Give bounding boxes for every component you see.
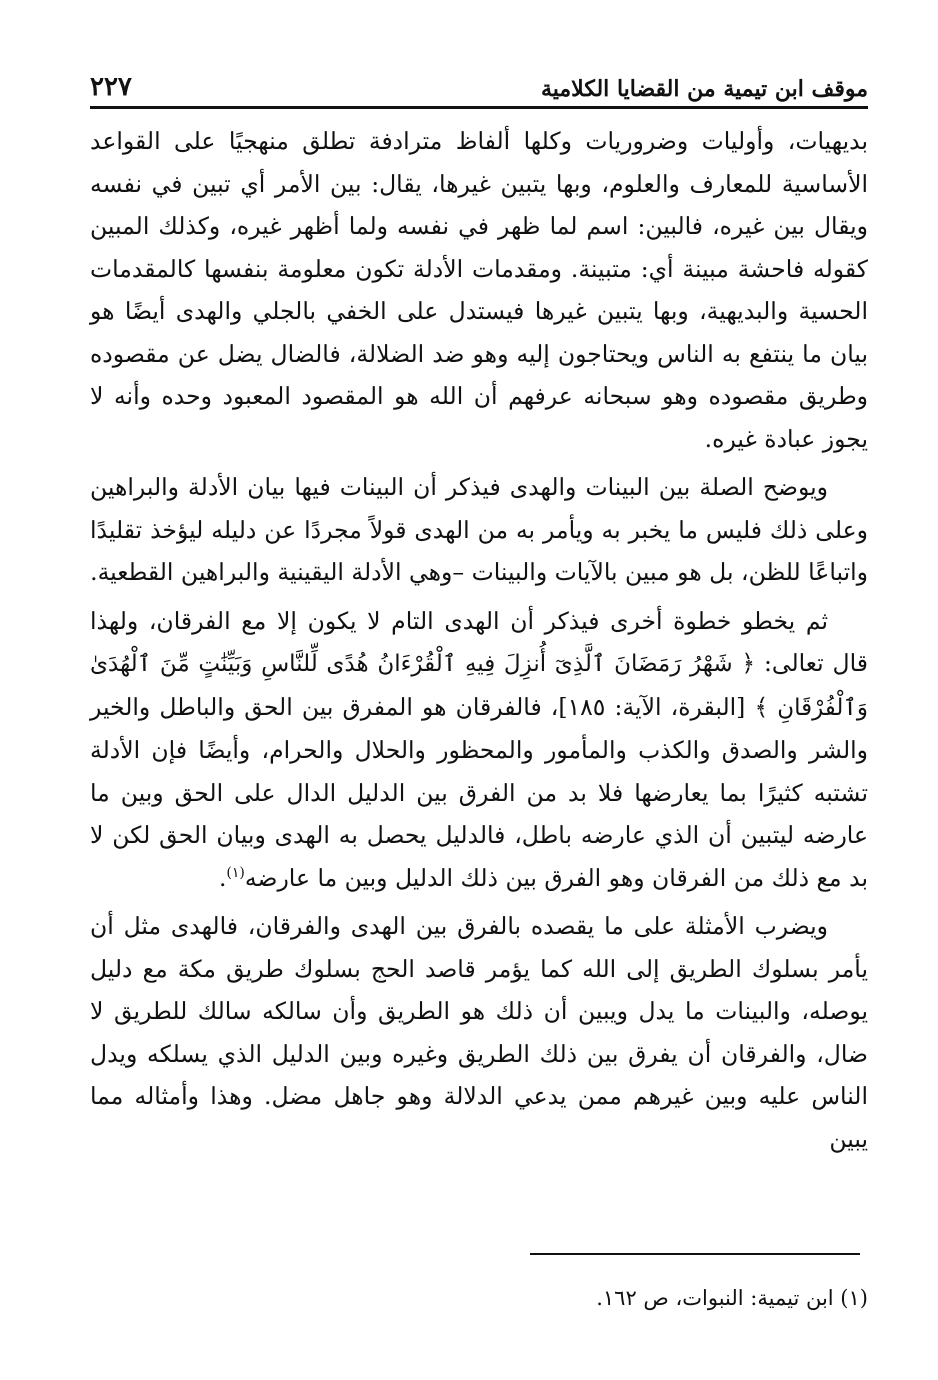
footnote-divider — [530, 1253, 860, 1255]
paragraph-2: ويوضح الصلة بين البينات والهدى فيذكر أن البينات فيها بيان الأدلة والبراهين وعلى ذلك فليس ما يخبر به ويأمر به من الهدى قولاً مجردًا عن دليله ليؤخذ تقليدًا واتباعًا للظن، بل هو مبين بالآيات والبينات –وهي الأدلة اليقينية والبراهين القطعية. — [90, 473, 868, 586]
paragraph-3 — [90, 600, 868, 900]
running-title: موقف ابن تيمية من القضايا الكلامية — [540, 76, 868, 102]
footnote: (١) ابن تيمية: النبوات، ص ١٦٢. — [596, 1286, 868, 1310]
page-number: ٢٢٧ — [90, 72, 132, 102]
paragraph-1: بديهيات، وأوليات وضروريات وكلها ألفاظ مترادفة تطلق منهجيًا على القواعد الأساسية للمعارف والعلوم، وبها يتبين غيرها، يقال: بين الأمر أي تبين في نفسه ويقال بين غيره، فالبين: اسم لما ظهر في نفسه ولما أظهر غيره، وكذلك المبين كقوله فاحشة مبينة أي: متبينة. ومقدمات الأدلة تكون معلومة بنفسها كالمقدمات الحسية والبديهية، وبها يتبين غيرها فيستدل على الخفي بالجلي والهدى أيضًا هو بيان ما ينتفع به الناس ويحتاجون إليه وهو ضد الضلالة، فالضال يضل عن مقصوده وطريق مقصوده وهو سبحانه عرفهم أن الله هو المقصود المعبود وحده وأنه لا يجوز عبادة غيره. — [90, 127, 868, 453]
page-header — [90, 58, 868, 109]
paragraph-3-end: . — [218, 863, 227, 892]
footnote-reference[interactable]: (١) — [226, 864, 245, 881]
main-text — [90, 120, 868, 1166]
paragraph-4: ويضرب الأمثلة على ما يقصده بالفرق بين الهدى والفرقان، فالهدى مثل أن يأمر بسلوك الطريق إلى الله كما يؤمر قاصد الحج بسلوك طريق مكة مع دليل يوصله، والبينات ما يدل ويبين أن ذلك هو الطريق وأن سالكه سالك للطريق لا ضال، والفرقان أن يفرق بين ذلك الطريق وغيره وبين الدليل الذي يسلكه ويدل الناس عليه وبين غيرهم ممن يدعي الدلالة وهو جاهل مضل. وهذا وأمثاله مما يبين — [90, 912, 868, 1153]
paragraph-3-body: ﴾ [البقرة، الآية: ١٨٥]، فالفرقان هو المفرق بين الحق والباطل والخير والشر والصدق والكذب والمأمور والمحظور والحلال والحرام، وأيضًا فإن الأدلة تشتبه كثيرًا بما يعارضها فلا بد من الفرق بين الدليل الدال على الحق وبين ما عارضه ليتبين أن الذي عارضه باطل، فالدليل يحصل به الهدى وبيان الحق لكن لا بد مع ذلك من الفرقان وهو الفرق بين ذلك الدليل وبين ما عارضه — [90, 692, 868, 892]
quran-verse: شَهْرُ رَمَضَانَ ٱلَّذِىٓ أُنزِلَ فِيهِ ٱلْقُرْءَانُ هُدًى لِّلنَّاسِ وَبَيِّنَٰتٍ مِّنَ ٱلْهُدَىٰ وَٱلْفُرْقَانِ — [90, 651, 868, 721]
paragraph-3-intro: ثم يخطو خطوة أخرى فيذكر أن الهدى التام لا يكون إلا مع الفرقان، ولهذا قال تعالى: ﴿ — [90, 606, 868, 677]
